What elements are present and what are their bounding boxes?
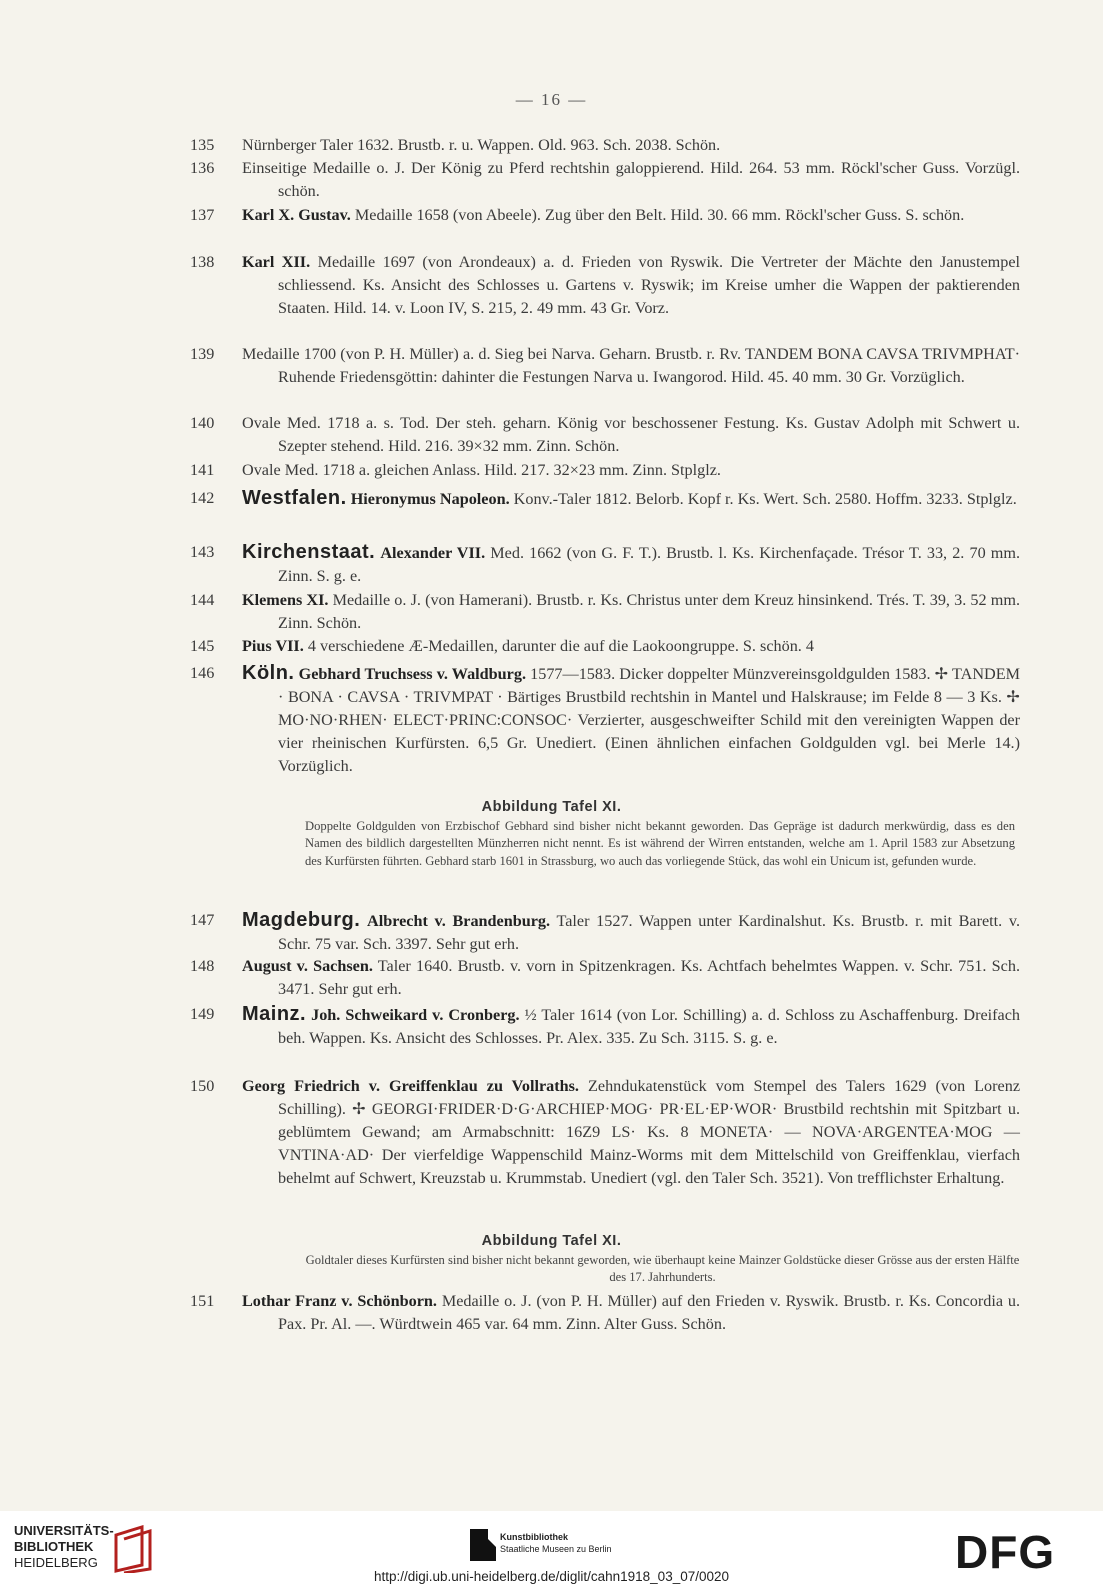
lot-text: Medaille o. J. (von P. H. Müller) auf den Frieden v. Ryswik. Brustb. r. Ks. Concordia u. Pax. Pr. Al. —. Würdtwein 465 var. 64 mm. Zinn. Alter Guss. Schön. (278, 1292, 1020, 1333)
footnote: Goldtaler dieses Kurfürsten sind bisher nicht bekannt geworden, wie überhaupt keine Mainzer Goldstücke dieser Grösse aus der ersten Hälfte des 17. Jahrhunderts. (305, 1253, 1020, 1285)
lot-number: 139 (190, 345, 215, 363)
lot-140 (190, 412, 1020, 458)
lot-136 (190, 157, 1020, 203)
lot-number: 149 (190, 1005, 215, 1023)
ub-logo-line: HEIDELBERG (14, 1555, 98, 1570)
lot-ruler: Georg Friedrich v. Greiffenklau zu Vollraths. (242, 1077, 579, 1095)
lot-text: Medaille o. J. (von Hamerani). Brustb. r. Ks. Christus unter dem Kreuz hinsinkend. Trés. T. 39, 3. 52 mm. Zinn. Schön. (278, 591, 1020, 632)
lot-ruler: Alexander VII. (380, 544, 486, 562)
lot-135 (190, 134, 1020, 157)
lot-text: Medaille 1700 (von P. H. Müller) a. d. Sieg bei Narva. Geharn. Brustb. r. Rv. TANDEM BONA CAVSA TRIVMPHAT· Ruhende Friedensgöttin: dahinter die Festungen Narva u. Iwangorod. Hild. 45. 40 mm. 30 Gr. Vorzüglich. (242, 345, 1020, 386)
lot-number: 148 (190, 957, 215, 975)
kunstbibliothek-logo-icon (470, 1529, 496, 1561)
lot-number: 135 (190, 136, 215, 154)
lot-text: Taler 1527. Wappen unter Kardinalshut. Ks. Brustb. r. mit Barett. v. Schr. 75 var. Sch. 3397. Sehr gut erh. (278, 912, 1020, 953)
ub-logo-line: UNIVERSITÄTS- (14, 1523, 114, 1538)
lot-text: ½ Taler 1614 (von Lor. Schilling) a. d. Schloss zu Aschaffenburg. Dreifach beh. Wappen. Ks. Ansicht des Schlosses. Pr. Alex. 335. Zu Sch. 3115. S. g. e. (278, 1006, 1021, 1047)
lot-number: 151 (190, 1292, 215, 1310)
permalink-url[interactable]: http://digi.ub.uni-heidelberg.de/diglit/cahn1918_03_07/0020 (373, 1569, 730, 1584)
lot-number: 146 (190, 664, 215, 682)
lot-text: Medaille 1697 (von Arondeaux) a. d. Frieden von Ryswik. Die Vertreter der Mächte den Janustempel schliessend. Ks. Ansicht des Schlosses u. Gartens v. Ryswik; im Kreise umher die Wappen der paktierenden Staaten. Hild. 14. v. Loon IV, S. 215, 2. 49 mm. 43 Gr. Vorz. (278, 253, 1021, 317)
plate-reference: Abbildung Tafel XI. (481, 1233, 622, 1249)
lot-number: 140 (190, 414, 215, 432)
lot-150 (190, 1075, 1020, 1190)
lot-text: Konv.-Taler 1812. Belorb. Kopf r. Ks. Wert. Sch. 2580. Hoffm. 3233. Stplglz. (513, 490, 1017, 508)
lot-text: Med. 1662 (von G. F. T.). Brustb. l. Ks. Kirchenfaçade. Trésor T. 33, 2. 70 mm. Zinn. S. g. e. (278, 544, 1021, 585)
lot-ruler: Lothar Franz v. Schönborn. (242, 1292, 437, 1310)
lot-143 (190, 541, 1020, 588)
lot-number: 136 (190, 159, 215, 177)
kb-subtitle: Staatliche Museen zu Berlin (500, 1544, 612, 1554)
lot-151 (190, 1290, 1020, 1336)
lot-ruler: Pius VII. (242, 637, 304, 655)
lot-number: 142 (190, 489, 215, 507)
lot-142 (190, 487, 1020, 511)
lot-text: Nürnberger Taler 1632. Brustb. r. u. Wappen. Old. 963. Sch. 2038. Schön. (242, 136, 721, 154)
lot-ruler: August v. Sachsen. (242, 957, 373, 975)
lot-text: Medaille 1658 (von Abeele). Zug über den Belt. Hild. 30. 66 mm. Röckl'scher Guss. S. schön. (354, 206, 965, 224)
ub-emblem-icon (112, 1525, 154, 1573)
lot-ruler: Karl X. Gustav. (242, 206, 351, 224)
ub-logo-line: BIBLIOTHEK (14, 1539, 94, 1554)
lot-149 (190, 1003, 1020, 1050)
kb-title: Kunstbibliothek (500, 1532, 568, 1542)
lot-137 (190, 204, 1020, 227)
lot-ruler: Hieronymus Napoleon. (350, 490, 510, 508)
lot-region: Magdeburg. (242, 909, 361, 931)
lot-ruler: Gebhard Truchsess v. Waldburg. (298, 665, 526, 683)
lot-region: Köln. (242, 662, 295, 684)
lot-text: Taler 1640. Brustb. v. vorn in Spitzenkragen. Ks. Achtfach behelmtes Wappen. v. Schr. 751. Sch. 3471. Sehr gut erh. (278, 957, 1020, 998)
lot-number: 143 (190, 543, 215, 561)
lot-ruler: Klemens XI. (242, 591, 329, 609)
kunstbibliothek-logo[interactable] (500, 1531, 612, 1555)
lot-text: 4 verschiedene Æ-Medaillen, darunter die auf die Laokoongruppe. S. schön. 4 (307, 637, 814, 655)
lot-number: 150 (190, 1077, 215, 1095)
footnote: Doppelte Goldgulden von Erzbischof Gebhard sind bisher nicht bekannt geworden. Das Gepräge ist dadurch merkwürdig, dass es den Namen des bildlich dargestellten Münzherren nicht nennt. Es ist während der Wirren entstanden, welche am 1. April 1583 zur Absetzung des Kurfürsten führten. Gebhard starb 1601 in Strassburg, wo auch das vorliegende Stück, das wohl ein Unicum ist, gefunden wurde. (305, 819, 1015, 868)
lot-138 (190, 251, 1020, 320)
lot-text: 1577—1583. Dicker doppelter Münzvereinsgoldgulden 1583. ✢ TANDEM · BONA · CAVSA · TRIVMPAT · Bärtiges Brustbild rechtshin in Mantel und Halskrause; im Felde 8 — 3 Ks. ✢ MO·NO·RHEN· ELECT·PRINC:CONSOC· Verzierter, ausgeschweifter Schild mit den vereinigten Wappen der vier rheinischen Kurfürsten. 6,5 Gr. Unediert. (Einen ähnlichen einfachen Goldgulden vgl. bei Merle 14.) Vorzüglich. (278, 665, 1021, 775)
lot-region: Mainz. (242, 1003, 307, 1025)
lot-text: Einseitige Medaille o. J. Der König zu Pferd rechtshin galoppierend. Hild. 264. 53 mm. Röckl'scher Guss. Vorzügl. schön. (242, 159, 1020, 200)
lot-number: 138 (190, 253, 215, 271)
lot-text: Zehndukatenstück vom Stempel des Talers 1629 (von Lorenz Schilling). ✢ GEORGI·FRIDER·D·G·ARCHIEP·MOG· PR·EL·EP·WOR· Brustbild rechtshin mit Spitzbart u. geblümtem Gewand; am Armabschnitt: 16Z9 LS· Ks. 8 MONETA· — NOVA·ARGENTEA·MOG — VNTINA·AD· Der vierfeldige Wappenschild Mainz-Worms mit dem Mittelschild von Greiffenklau, vierfach behelmt auf Schwert, Kreuzstab u. Krummstab. Unediert (vgl. den Taler Sch. 3521). Von trefflichster Erhaltung. (278, 1077, 1021, 1187)
lot-number: 141 (190, 461, 215, 479)
lot-144 (190, 589, 1020, 635)
lot-139 (190, 343, 1020, 389)
lot-number: 147 (190, 911, 215, 929)
lot-region: Westfalen. (242, 487, 347, 509)
lot-ruler: Joh. Schweikard v. Cronberg. (311, 1006, 520, 1024)
lot-147 (190, 909, 1020, 956)
lot-number: 144 (190, 591, 215, 609)
plate-reference: Abbildung Tafel XI. (481, 799, 622, 815)
lot-text: Ovale Med. 1718 a. s. Tod. Der steh. geharn. König vor beschossener Festung. Ks. Gustav Adolph mit Schwert u. Szepter stehend. Hild. 216. 39×32 mm. Zinn. Schön. (242, 414, 1020, 455)
page-number: — 16 — (515, 90, 588, 109)
lot-region: Kirchenstaat. (242, 541, 376, 563)
lot-148 (190, 955, 1020, 1001)
lot-number: 145 (190, 637, 215, 655)
dfg-logo[interactable]: DFG (955, 1526, 1056, 1578)
lot-text: Ovale Med. 1718 a. gleichen Anlass. Hild. 217. 32×23 mm. Zinn. Stplglz. (242, 461, 721, 479)
lot-145 (190, 635, 1020, 658)
lot-ruler: Karl XII. (242, 253, 311, 271)
lot-146 (190, 662, 1020, 778)
lot-141 (190, 459, 1020, 482)
lot-number: 137 (190, 206, 215, 224)
ub-heidelberg-logo[interactable] (14, 1523, 114, 1571)
viewer-footer (0, 1511, 1103, 1591)
lot-ruler: Albrecht v. Brandenburg. (367, 912, 551, 930)
